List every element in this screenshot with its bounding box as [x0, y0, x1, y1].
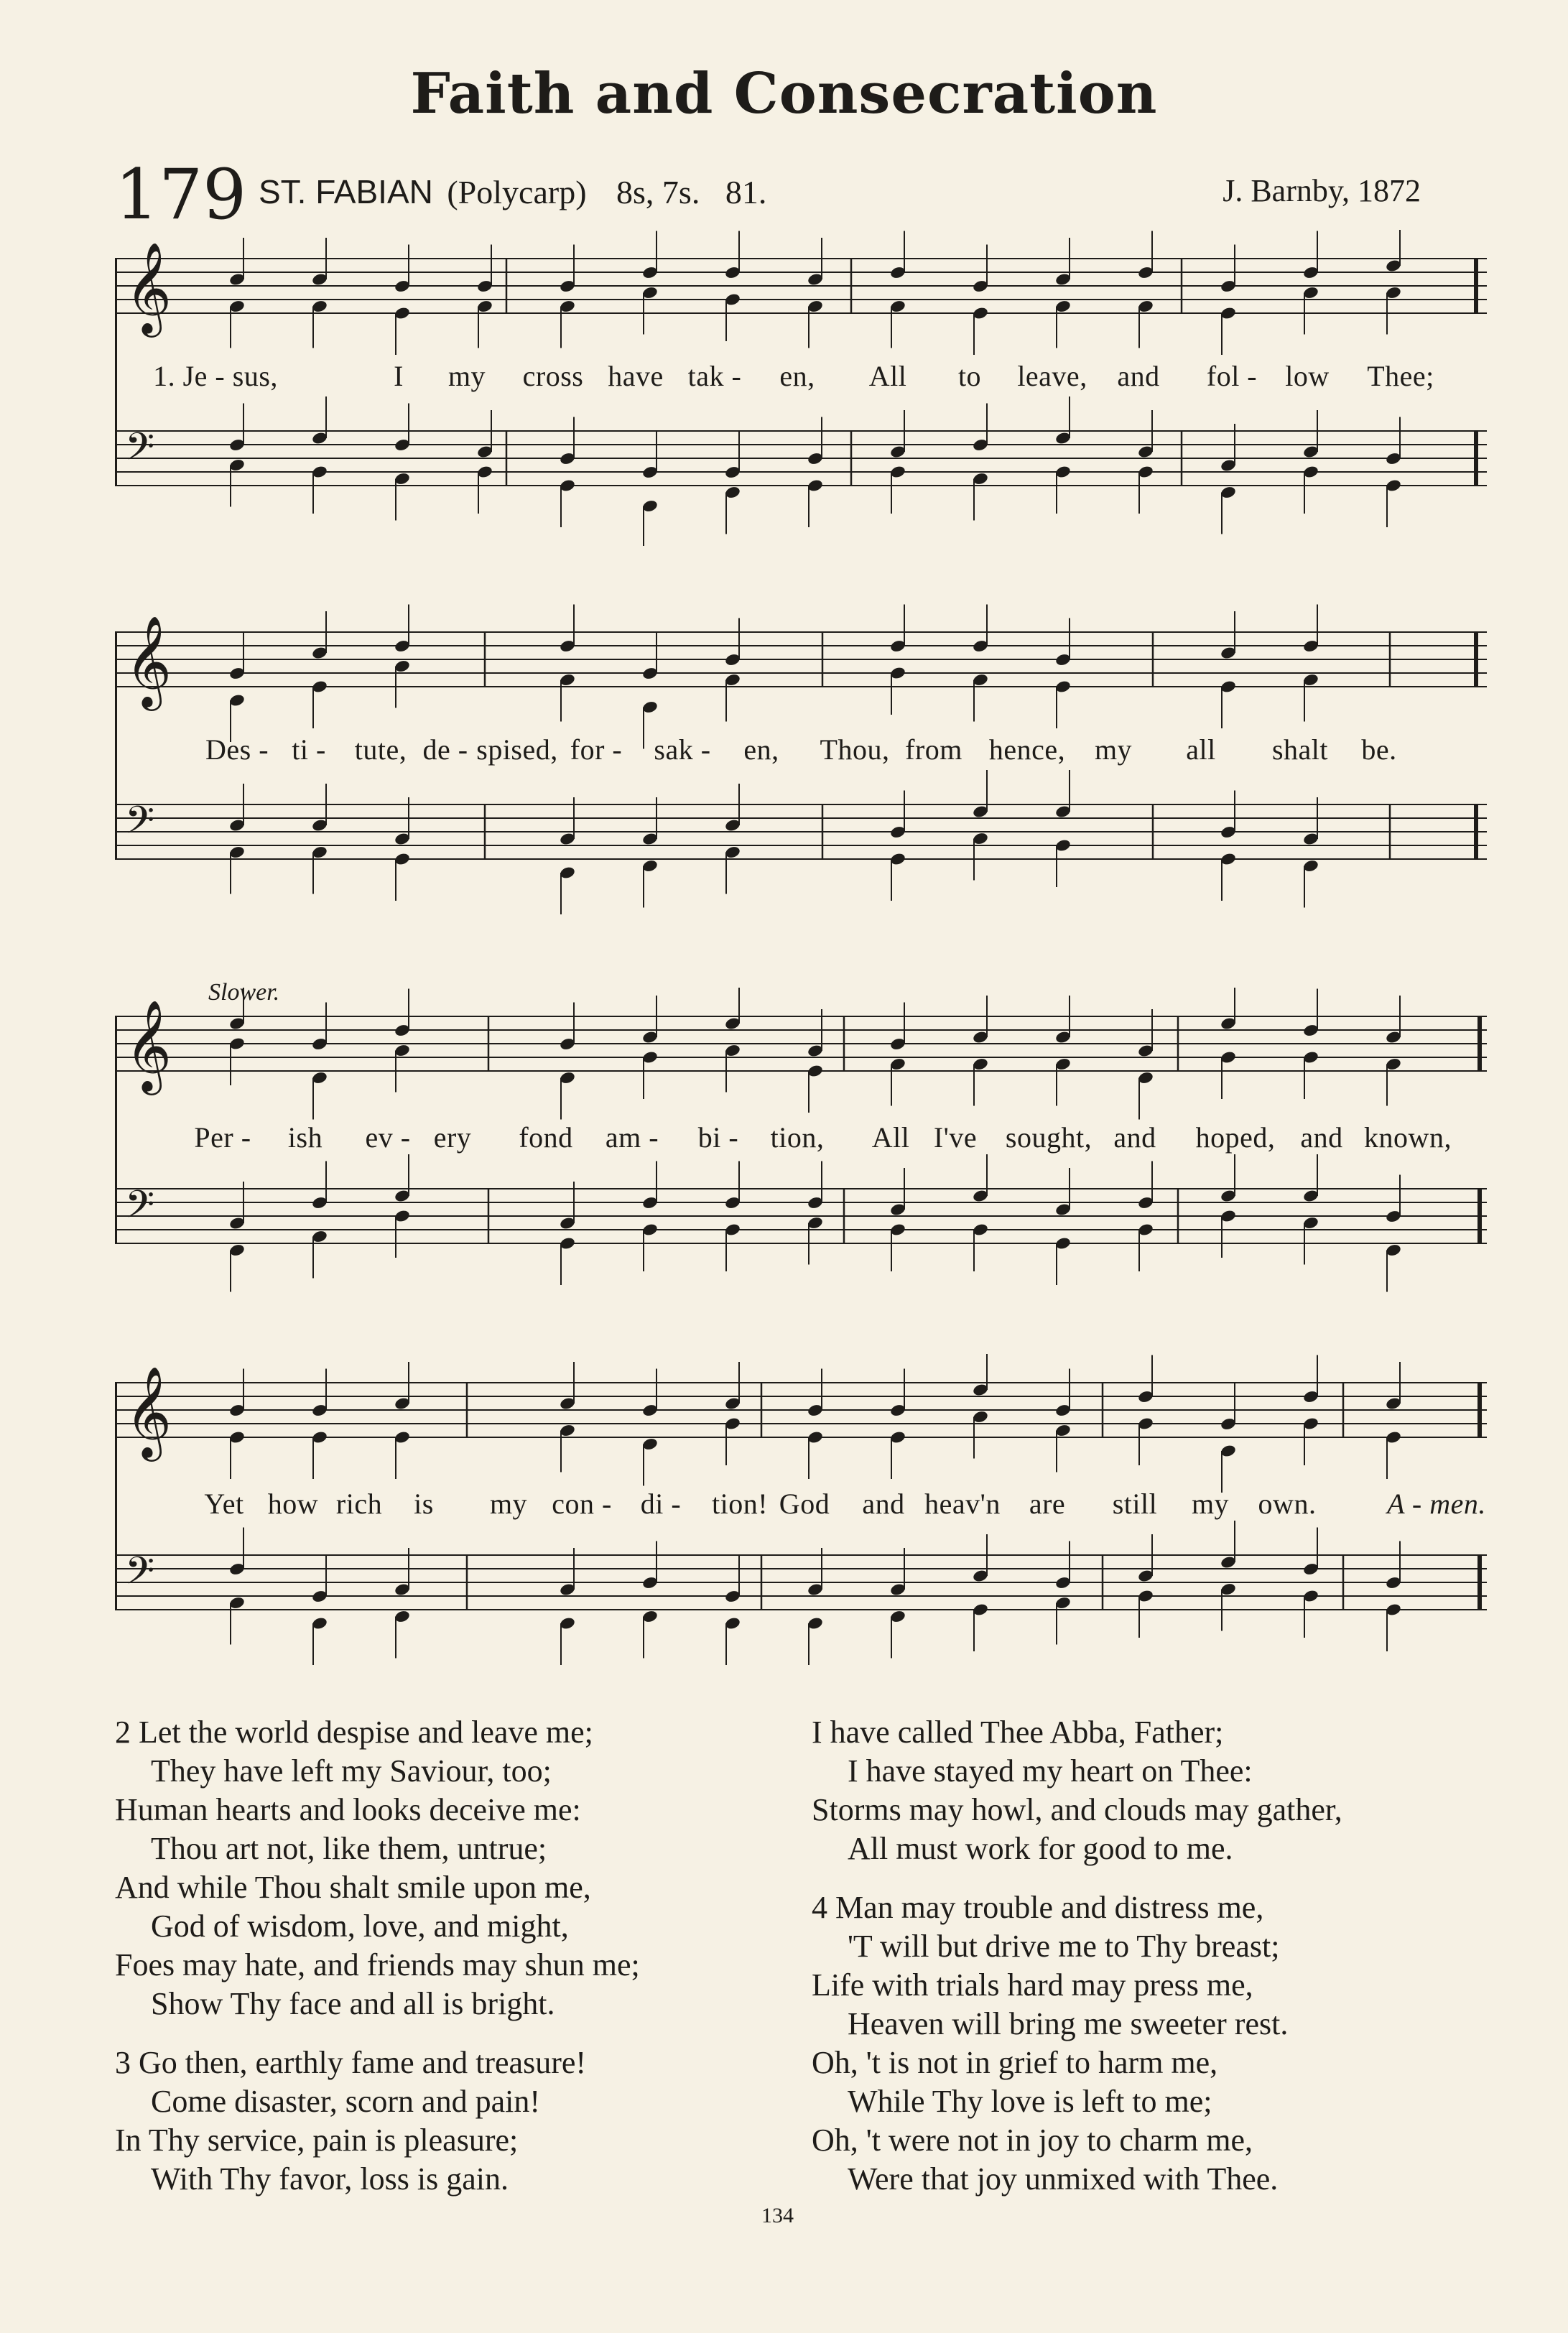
page-number: 134	[761, 2204, 794, 2227]
lyric-syllable: be.	[1361, 733, 1397, 766]
lyrics-row	[115, 1121, 1487, 1164]
lyric-syllable: for -	[570, 733, 623, 766]
lyric-syllable: tion,	[770, 1121, 825, 1154]
stanza-line: In Thy service, pain is pleasure;	[115, 2123, 519, 2158]
stanza-line: 2 Let the world despise and leave me;	[115, 1715, 593, 1750]
lyric-syllable: tion!	[711, 1488, 769, 1520]
lyric-syllable: I	[394, 360, 404, 392]
stanza-line: Life with trials hard may press me,	[812, 1967, 1253, 2003]
stanza-line: Human hearts and looks deceive me:	[115, 1792, 581, 1827]
svg-text:𝄢: 𝄢	[125, 799, 155, 852]
lyric-syllable: from	[905, 733, 962, 766]
lyric-syllable: all	[1186, 733, 1216, 766]
lyric-syllable: tute,	[354, 733, 407, 766]
lyric-syllable: fond	[519, 1121, 573, 1154]
lyric-syllable: fol -	[1206, 360, 1258, 392]
svg-text:𝄢: 𝄢	[125, 1183, 155, 1236]
lyrics-row	[115, 359, 1487, 402]
tune-line	[259, 172, 766, 211]
lyric-syllable: cross	[522, 360, 584, 392]
lyric-syllable: still	[1112, 1488, 1158, 1520]
stanza-line: 'T will but drive me to Thy breast;	[848, 1929, 1280, 1964]
lyric-syllable: All	[868, 360, 907, 392]
lyric-syllable: and	[1117, 360, 1160, 392]
lyric-syllable: rich	[335, 1488, 383, 1520]
lyric-syllable: my	[1191, 1488, 1230, 1520]
lyric-syllable: ti -	[292, 733, 326, 766]
meter: 8s, 7s.	[616, 174, 700, 210]
lyric-syllable: Yet	[204, 1488, 244, 1520]
lyric-syllable: God	[779, 1488, 830, 1520]
music-system-2	[115, 603, 1487, 919]
lyric-syllable: is	[414, 1488, 434, 1520]
stanza-line: Foes may hate, and friends may shun me;	[115, 1947, 640, 1982]
lyric-syllable: leave,	[1017, 360, 1087, 392]
lyrics-row	[115, 1487, 1487, 1530]
stanza-line: Oh, 't is not in grief to harm me,	[812, 2045, 1218, 2080]
svg-text:𝄞: 𝄞	[125, 999, 172, 1091]
stanza-line: 3 Go then, earthly fame and treasure!	[115, 2045, 587, 2080]
lyric-syllable: my	[1094, 733, 1133, 766]
stanza-line: And while Thou shalt smile upon me,	[115, 1870, 591, 1905]
lyric-syllable: hoped,	[1195, 1121, 1276, 1154]
lyric-syllable: am -	[605, 1121, 659, 1154]
lyric-syllable: con -	[552, 1488, 612, 1520]
lyrics-row	[115, 733, 1487, 776]
lyric-syllable: spised,	[476, 733, 558, 766]
lyric-syllable: my	[489, 1488, 528, 1520]
stanza-2-and-3	[115, 1713, 640, 2199]
lyric-syllable: own.	[1258, 1488, 1317, 1520]
stanza-line: Thou art not, like them, untrue;	[151, 1831, 547, 1866]
stanza-line: All must work for good to me.	[848, 1831, 1233, 1866]
lyric-syllable: have	[608, 360, 664, 392]
stanza-line: Show Thy face and all is bright.	[151, 1986, 555, 2021]
svg-text:𝄢: 𝄢	[125, 425, 155, 478]
lyric-syllable: how	[267, 1488, 319, 1520]
lyric-syllable: heav'n	[924, 1488, 1001, 1520]
stanza-line: God of wisdom, love, and might,	[151, 1908, 569, 1944]
stanza-line: Storms may howl, and clouds may gather,	[812, 1792, 1342, 1827]
stanza-line: I have stayed my heart on Thee:	[848, 1753, 1253, 1789]
lyric-syllable: ev -	[365, 1121, 411, 1154]
lyric-syllable: en,	[743, 733, 779, 766]
music-system-4	[115, 1354, 1487, 1670]
lyric-syllable: and	[1113, 1121, 1156, 1154]
lyric-syllable: de -	[422, 733, 468, 766]
meter-extra: 81.	[725, 174, 767, 210]
lyric-syllable: shalt	[1271, 733, 1329, 766]
lyric-syllable: and	[1300, 1121, 1343, 1154]
lyric-syllable: to	[957, 360, 982, 392]
stanza-line: While Thy love is left to me;	[848, 2084, 1212, 2119]
stanza-line: Heaven will bring me sweeter rest.	[848, 2006, 1289, 2041]
tune-name: ST. FABIAN	[259, 173, 433, 210]
lyric-syllable: tak -	[687, 360, 742, 392]
lyric-syllable: I've	[933, 1121, 978, 1154]
lyric-syllable: known,	[1364, 1121, 1452, 1154]
section-title: Faith and Consecration	[410, 61, 1158, 126]
lyric-syllable: 1. Je - sus,	[153, 360, 278, 392]
stanza-line: I have called Thee Abba, Father;	[812, 1715, 1224, 1750]
music-system-3	[115, 979, 1487, 1304]
svg-text:𝄞: 𝄞	[125, 1365, 172, 1457]
svg-text:𝄢: 𝄢	[125, 1549, 155, 1603]
lyric-syllable: are	[1029, 1488, 1066, 1520]
lyric-syllable: low	[1285, 360, 1330, 392]
stanza-line: With Thy favor, loss is gain.	[151, 2161, 509, 2197]
lyric-syllable: ish	[287, 1121, 323, 1154]
hymn-number: 179	[115, 154, 247, 235]
lyric-syllable: ery	[433, 1121, 472, 1154]
stanza-line: Oh, 't were not in joy to charm me,	[812, 2123, 1253, 2158]
stanza-line: Come disaster, scorn and pain!	[151, 2084, 540, 2119]
lyric-syllable: hence,	[988, 733, 1066, 766]
lyric-syllable: sought,	[1005, 1121, 1093, 1154]
stanza-line: 4 Man may trouble and distress me,	[812, 1890, 1264, 1925]
lyric-syllable: di -	[640, 1488, 682, 1520]
lyric-syllable: All	[871, 1121, 910, 1154]
lyric-syllable: Thou,	[820, 733, 890, 766]
lyric-syllable: my	[447, 360, 486, 392]
lyric-syllable: Thee;	[1367, 360, 1434, 392]
tempo-marking: Slower.	[208, 979, 280, 1006]
lyric-syllable: A - men.	[1387, 1488, 1486, 1520]
stanza-3-cont-and-4	[812, 1713, 1342, 2199]
stanza-line: They have left my Saviour, too;	[151, 1753, 552, 1789]
lyric-syllable: sak -	[654, 733, 711, 766]
svg-text:𝄞: 𝄞	[125, 241, 172, 333]
lyric-syllable: bi -	[697, 1121, 739, 1154]
music-system-1	[115, 230, 1487, 546]
svg-text:𝄞: 𝄞	[125, 615, 172, 707]
lyric-syllable: and	[862, 1488, 905, 1520]
composer: J. Barnby, 1872	[1223, 173, 1421, 208]
stanza-line: Were that joy unmixed with Thee.	[848, 2161, 1279, 2197]
lyric-syllable: Per -	[194, 1121, 251, 1154]
lyric-syllable: Des -	[205, 733, 269, 766]
tune-alt-name: (Polycarp)	[447, 174, 587, 210]
lyric-syllable: en,	[779, 360, 815, 392]
